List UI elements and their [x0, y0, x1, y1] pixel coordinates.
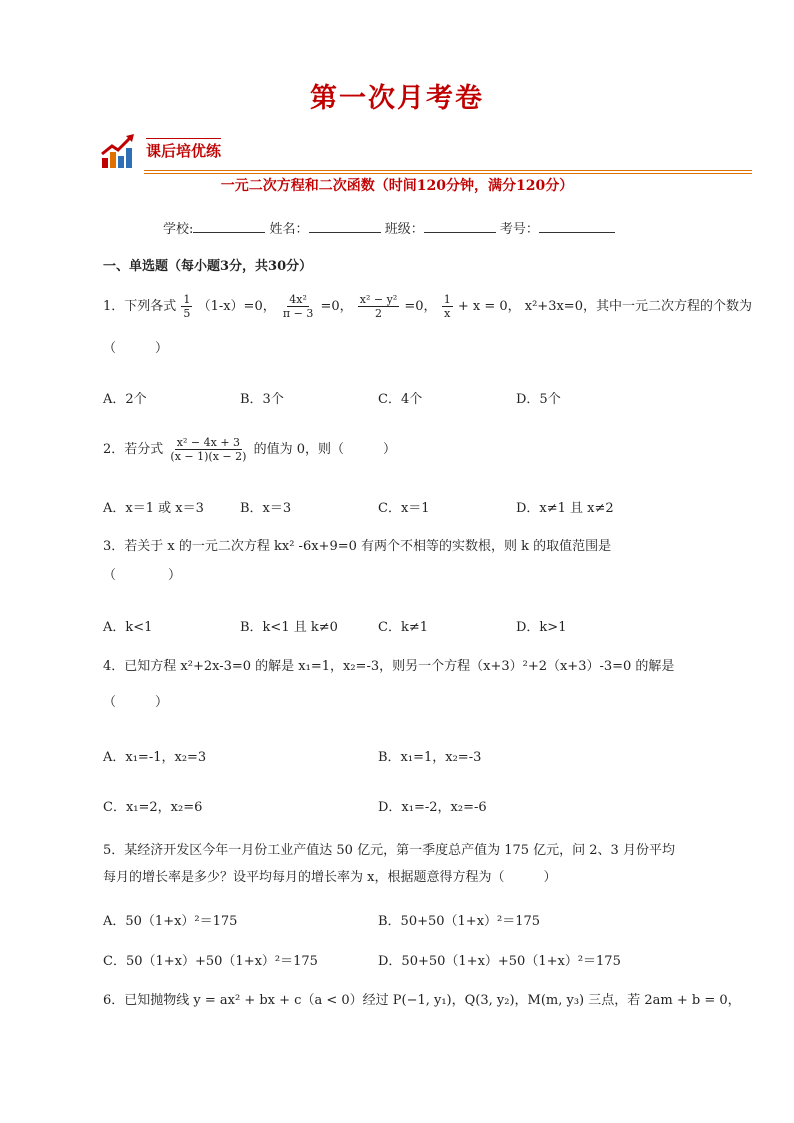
class-label: 班级：: [384, 222, 424, 237]
fraction: $\frac{\text{4x²}}{\pi - 3}$: [282, 293, 314, 320]
q4-option-a[interactable]: A．x₁=-1，x₂=3: [103, 750, 207, 765]
section-heading: 一、单选题（每小题3分，共30分）: [103, 259, 313, 274]
q5-option-b[interactable]: B．50+50（1+x）²＝175: [378, 914, 541, 929]
q2-option-a[interactable]: A．x＝1 或 x＝3: [103, 501, 204, 516]
name-label: 姓名：: [269, 222, 309, 237]
question-5-line-1: 5．某经济开发区今年一月份工业产值达 50 亿元，第一季度总产值为 175 亿元，问 2、3 月份平均: [103, 843, 675, 858]
student-info: [163, 218, 615, 237]
question-1: [103, 293, 752, 320]
q1-text: （1-x）=0，: [197, 299, 276, 314]
q3-option-b[interactable]: B．k<1 且 k≠0: [240, 620, 338, 635]
q1-option-d[interactable]: D．5个: [516, 392, 561, 407]
page-title: 第一次月考卷: [310, 83, 484, 114]
section-label: 课后培优练: [146, 138, 221, 161]
header-divider-thin: [144, 173, 752, 174]
fraction: $\frac{1}{5}$: [183, 293, 191, 320]
q2-text: 的值为 0，则（ ）: [253, 442, 396, 457]
question-3: 3．若关于 x 的一元二次方程 kx² -6x+9=0 有两个不相等的实数根，则 k 的取值范围是: [103, 539, 612, 554]
school-blank[interactable]: [193, 220, 265, 233]
q1-stem: 1．下列各式: [103, 299, 177, 314]
q3-option-d[interactable]: D．k>1: [516, 620, 567, 635]
chart-logo-icon: [100, 132, 140, 170]
school-label: 学校:: [163, 222, 194, 237]
q4-option-b[interactable]: B．x₁=1，x₂=-3: [378, 750, 482, 765]
q5-option-a[interactable]: A．50（1+x）²＝175: [103, 914, 238, 929]
fraction: $\frac{\text{x² − y²}}{2}$: [359, 293, 398, 320]
q3-option-c[interactable]: C．k≠1: [378, 620, 428, 635]
q4-option-c[interactable]: C．x₁=2，x₂=6: [103, 800, 203, 815]
q5-option-c[interactable]: C．50（1+x）+50（1+x）²＝175: [103, 954, 318, 969]
question-6: 6．已知抛物线 y = ax² + bx + c（a < 0）经过 P(−1, y₁)，Q(3, y₂)，M(m, y₃) 三点，若 2am + b = 0，: [103, 993, 741, 1008]
q3-answer-paren: （ ）: [103, 568, 182, 583]
q2-option-d[interactable]: D．x≠1 且 x≠2: [516, 501, 614, 516]
q5-option-d[interactable]: D．50+50（1+x）+50（1+x）²＝175: [378, 954, 621, 969]
class-blank[interactable]: [424, 220, 496, 233]
q1-text: =0，: [404, 299, 437, 314]
q4-answer-paren: （ ）: [103, 695, 169, 710]
q2-option-b[interactable]: B．x＝3: [240, 501, 292, 516]
number-label: 考号：: [499, 222, 539, 237]
q1-option-c[interactable]: C．4个: [378, 392, 423, 407]
exam-subtitle: 一元二次方程和二次函数（时间120分钟，满分120分）: [220, 178, 574, 194]
q1-text: + x = 0，: [457, 299, 521, 314]
fraction: $\frac{1}{x}$: [443, 293, 451, 320]
q1-option-a[interactable]: A．2个: [103, 392, 147, 407]
q1-text: x²+3x=0，其中一元二次方程的个数为: [524, 299, 752, 314]
q2-option-c[interactable]: C．x＝1: [378, 501, 430, 516]
q2-stem: 2．若分式: [103, 442, 164, 457]
header-divider: [144, 170, 752, 171]
q3-option-a[interactable]: A．k<1: [103, 620, 153, 635]
name-blank[interactable]: [309, 220, 381, 233]
q1-answer-paren: （ ）: [103, 341, 169, 356]
question-4: 4．已知方程 x²+2x-3=0 的解是 x₁=1，x₂=-3，则另一个方程（x+3）²+2（x+3）-3=0 的解是: [103, 659, 675, 674]
question-2: [103, 436, 396, 463]
fraction: $\frac{\text{x² − 4x + 3}}{(x - 1)(x - 2)}$: [170, 436, 247, 463]
q1-option-b[interactable]: B．3个: [240, 392, 284, 407]
q4-option-d[interactable]: D．x₁=-2，x₂=-6: [378, 800, 487, 815]
q1-text: =0，: [320, 299, 353, 314]
question-5-line-2: 每月的增长率是多少？设平均每月的增长率为 x，根据题意得方程为（ ）: [103, 870, 557, 885]
number-blank[interactable]: [539, 220, 615, 233]
